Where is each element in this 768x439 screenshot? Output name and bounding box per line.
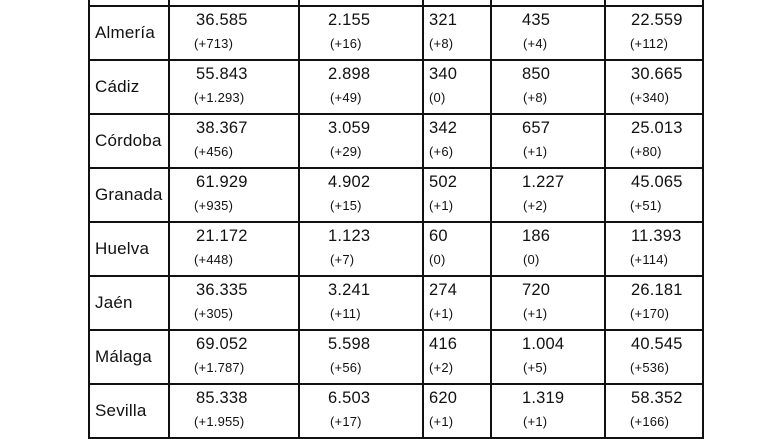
value-cell [423,60,491,114]
daily-change-value: (+536) [630,360,670,375]
value-cell-content [300,115,422,167]
value-cell-content [300,277,422,329]
value-cell [299,168,423,222]
total-value: 620 [429,389,458,407]
total-value: 342 [429,119,458,137]
total-value: 58.352 [631,389,683,407]
province-name: Almería [89,6,169,60]
value-cell [169,330,299,384]
value-cell-content [170,7,298,59]
value-cell-content [300,61,422,113]
value-cell-content [606,7,702,59]
total-value: 11.393 [631,227,682,245]
value-cell-content [424,115,490,167]
value-cell-content [170,277,298,329]
daily-change-value: (+16) [330,36,362,51]
total-value: 720 [522,281,551,299]
value-cell [491,222,605,276]
total-value: 69.052 [196,335,248,353]
table-row [89,114,703,168]
value-cell-content [300,385,422,437]
value-cell-content [492,61,604,113]
total-value: 850 [522,65,551,83]
value-cell [605,6,703,60]
value-cell [169,384,299,438]
daily-change-value: (+6) [429,144,454,159]
value-cell-content [424,385,490,437]
table-row [89,222,703,276]
value-cell [169,222,299,276]
value-cell [299,222,423,276]
value-cell-content [492,277,604,329]
daily-change-value: (+1) [523,306,548,321]
total-value: 340 [429,65,458,83]
value-cell-content [606,115,702,167]
total-value: 435 [522,11,551,29]
daily-change-value: (+340) [630,90,670,105]
table-row [89,330,703,384]
value-cell [605,114,703,168]
daily-change-value: (+2) [429,360,454,375]
total-value: 40.545 [631,335,683,353]
value-cell-content [170,115,298,167]
total-value: 657 [522,119,551,137]
value-cell [491,60,605,114]
value-cell-content [492,7,604,59]
total-value: 502 [429,173,458,191]
province-name: Málaga [89,330,169,384]
value-cell [169,168,299,222]
province-name: Sevilla [89,384,169,438]
province-name: Córdoba [89,114,169,168]
daily-change-value: (+1) [429,414,454,429]
daily-change-value: (0) [429,252,446,267]
value-cell-content [492,385,604,437]
total-value: 3.241 [328,281,371,299]
value-cell [605,168,703,222]
daily-change-value: (+1) [429,198,454,213]
daily-change-value: (+80) [630,144,662,159]
daily-change-value: (+713) [194,36,234,51]
daily-change-value: (+166) [630,414,670,429]
daily-change-value: (+1.787) [194,360,245,375]
table-row [89,60,703,114]
daily-change-value: (+4) [523,36,548,51]
daily-change-value: (+935) [194,198,234,213]
daily-change-value: (+56) [330,360,362,375]
province-name: Huelva [89,222,169,276]
value-cell [491,384,605,438]
daily-change-value: (+456) [194,144,234,159]
daily-change-value: (+305) [194,306,234,321]
value-cell [491,6,605,60]
total-value: 5.598 [328,335,371,353]
daily-change-value: (+8) [429,36,454,51]
value-cell [169,6,299,60]
daily-change-value: (+29) [330,144,362,159]
value-cell-content [170,169,298,221]
value-cell-content [170,331,298,383]
value-cell-content [170,61,298,113]
total-value: 274 [429,281,458,299]
total-value: 22.559 [631,11,683,29]
value-cell-content [424,7,490,59]
value-cell-content [492,331,604,383]
total-value: 3.059 [328,119,371,137]
value-cell [491,276,605,330]
value-cell-content [170,223,298,275]
total-value: 186 [522,227,551,245]
total-value: 1.227 [522,173,565,191]
daily-change-value: (+7) [330,252,355,267]
value-cell [299,276,423,330]
total-value: 61.929 [196,173,248,191]
value-cell [423,384,491,438]
daily-change-value: (+11) [330,306,361,321]
daily-change-value: (+5) [523,360,548,375]
province-name: Jaén [89,276,169,330]
value-cell [605,276,703,330]
value-cell-content [424,331,490,383]
value-cell-content [300,223,422,275]
total-value: 36.335 [196,281,248,299]
value-cell-content [606,331,702,383]
total-value: 25.013 [631,119,683,137]
daily-change-value: (+1) [523,144,548,159]
table-row [89,384,703,438]
province-name: Granada [89,168,169,222]
total-value: 36.585 [196,11,248,29]
total-value: 1.123 [328,227,371,245]
total-value: 4.902 [328,173,371,191]
value-cell-content [492,169,604,221]
value-cell-content [606,61,702,113]
province-stats-table [88,0,704,439]
value-cell [299,114,423,168]
daily-change-value: (0) [429,90,446,105]
daily-change-value: (+2) [523,198,548,213]
value-cell [299,6,423,60]
value-cell-content [300,169,422,221]
value-cell [423,6,491,60]
value-cell-content [300,331,422,383]
total-value: 26.181 [631,281,683,299]
value-cell [491,330,605,384]
value-cell [491,114,605,168]
total-value: 2.155 [328,11,371,29]
table-row [89,6,703,60]
value-cell-content [424,277,490,329]
value-cell-content [606,385,702,437]
value-cell [169,276,299,330]
province-name: Cádiz [89,60,169,114]
value-cell [423,276,491,330]
daily-change-value: (+448) [194,252,234,267]
daily-change-value: (+114) [630,252,669,267]
value-cell-content [424,223,490,275]
total-value: 1.004 [522,335,565,353]
total-value: 1.319 [522,389,565,407]
value-cell-content [606,169,702,221]
value-cell [423,330,491,384]
value-cell [423,168,491,222]
total-value: 60 [429,227,448,245]
value-cell-content [300,7,422,59]
daily-change-value: (+8) [523,90,548,105]
daily-change-value: (+1.293) [194,90,245,105]
value-cell [299,330,423,384]
value-cell [605,222,703,276]
value-cell [169,114,299,168]
table-row [89,276,703,330]
value-cell-content [606,277,702,329]
total-value: 416 [429,335,458,353]
value-cell [491,168,605,222]
value-cell-content [492,115,604,167]
daily-change-value: (+15) [330,198,362,213]
daily-change-value: (+51) [630,198,662,213]
total-value: 2.898 [328,65,371,83]
total-value: 321 [429,11,458,29]
daily-change-value: (+112) [630,36,669,51]
daily-change-value: (+17) [330,414,362,429]
total-value: 85.338 [196,389,248,407]
value-cell [605,60,703,114]
value-cell [299,384,423,438]
daily-change-value: (+49) [330,90,362,105]
value-cell [169,60,299,114]
value-cell [423,114,491,168]
table-body [89,0,703,438]
total-value: 6.503 [328,389,371,407]
total-value: 30.665 [631,65,683,83]
value-cell-content [170,385,298,437]
value-cell [605,384,703,438]
value-cell [423,222,491,276]
value-cell-content [606,223,702,275]
total-value: 21.172 [196,227,248,245]
value-cell [299,60,423,114]
value-cell-content [424,61,490,113]
value-cell-content [492,223,604,275]
value-cell-content [424,169,490,221]
total-value: 45.065 [631,173,683,191]
daily-change-value: (+1.955) [194,414,245,429]
daily-change-value: (+1) [523,414,548,429]
daily-change-value: (+1) [429,306,454,321]
daily-change-value: (0) [523,252,540,267]
total-value: 55.843 [196,65,248,83]
table-row [89,168,703,222]
total-value: 38.367 [196,119,248,137]
daily-change-value: (+170) [630,306,670,321]
value-cell [605,330,703,384]
